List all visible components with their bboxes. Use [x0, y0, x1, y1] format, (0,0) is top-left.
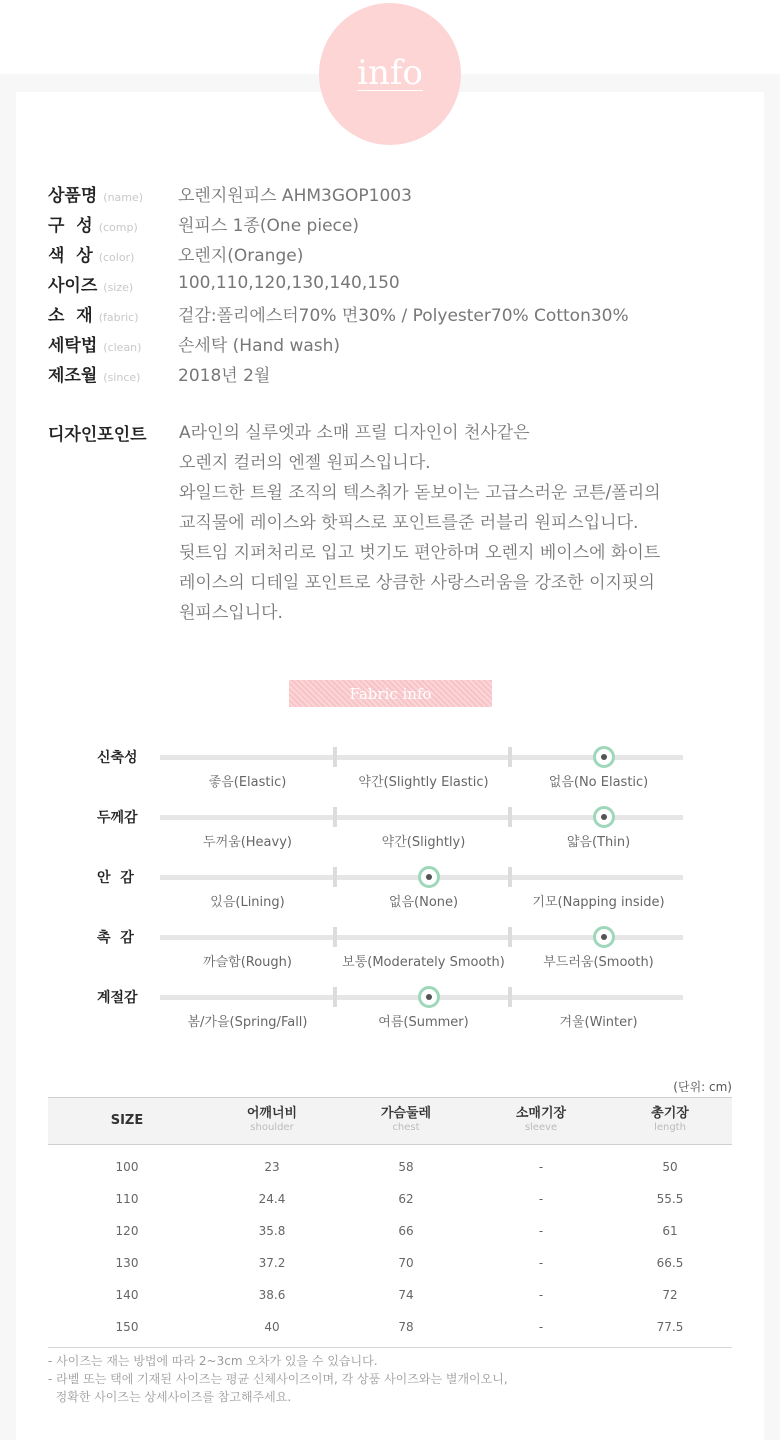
- table-row: [48, 1215, 732, 1247]
- shoulder-cell: 35.8: [258, 1224, 286, 1238]
- size-cell: 130: [115, 1256, 139, 1270]
- header-chest: 가슴둘레 chest: [338, 1098, 474, 1145]
- product-value: 오렌지(Orange): [178, 245, 304, 266]
- fabric-info-title: [289, 680, 492, 707]
- size-cell: 110: [115, 1192, 139, 1206]
- note-line: 정확한 사이즈는 상세사이즈를 참고해주세요.: [48, 1390, 292, 1404]
- design-point-line: 레이스의 디테일 포인트로 상큼한 사랑스러움을 강조한 이지핏의: [179, 573, 655, 593]
- scale-divider: [333, 927, 337, 947]
- sleeve-cell: -: [538, 1160, 544, 1174]
- size-unit: (단위: cm): [673, 1080, 732, 1094]
- shoulder-cell: 37.2: [258, 1256, 286, 1270]
- product-label: 구 성: [48, 215, 93, 236]
- shoulder-cell: 23: [264, 1160, 280, 1174]
- product-label-en: (since): [103, 370, 141, 384]
- sleeve-cell: -: [538, 1288, 544, 1302]
- table-row: [48, 1279, 732, 1311]
- chest-cell: 66: [398, 1224, 414, 1238]
- product-label-en: (name): [103, 190, 144, 204]
- table-row: [48, 1311, 732, 1348]
- product-label: 사이즈: [48, 275, 98, 296]
- product-label-en: (clean): [103, 340, 142, 354]
- scale-divider: [333, 807, 337, 827]
- scale-divider: [333, 867, 337, 887]
- product-value: 100,110,120,130,140,150: [178, 273, 400, 293]
- product-label-en: (color): [98, 250, 135, 264]
- design-point-line: 와일드한 트윌 조직의 텍스춰가 돋보이는 고급스러운 코튼/폴리의: [179, 483, 661, 503]
- product-label: 세탁법: [48, 335, 98, 356]
- fabric-row: [0, 750, 780, 797]
- product-value: 2018년 2월: [178, 365, 271, 386]
- design-point-line: 오렌지 컬러의 엔젤 원피스입니다.: [179, 453, 431, 473]
- product-label: 상품명: [48, 185, 98, 206]
- fabric-option: 까슬함(Rough): [203, 955, 292, 970]
- product-label-en: (comp): [98, 220, 138, 234]
- design-point-label: 디자인포인트: [48, 425, 147, 445]
- selected-marker: [593, 806, 615, 828]
- sleeve-cell: -: [538, 1224, 544, 1238]
- table-row: [48, 1145, 732, 1184]
- sleeve-cell: -: [538, 1256, 544, 1270]
- fabric-option: 겨울(Winter): [559, 1015, 638, 1030]
- length-cell: 66.5: [656, 1256, 684, 1270]
- fabric-row-label: 계절감: [97, 990, 138, 1006]
- fabric-option: 보통(Moderately Smooth): [342, 955, 505, 970]
- scale-divider: [508, 807, 512, 827]
- header-length: 총기장 length: [608, 1098, 732, 1145]
- selected-marker: [418, 986, 440, 1008]
- fabric-row-label: 두께감: [97, 810, 138, 826]
- fabric-option: 없음(None): [388, 895, 459, 910]
- size-cell: 100: [115, 1160, 139, 1174]
- length-cell: 55.5: [656, 1192, 684, 1206]
- size-table-header: [48, 1098, 732, 1145]
- chest-cell: 74: [398, 1288, 414, 1302]
- product-label-en: (fabric): [98, 310, 139, 324]
- note-line: - 라벨 또는 택에 기재된 사이즈는 평균 신체사이즈이며, 각 상품 사이즈와는 별개이오니,: [48, 1372, 508, 1386]
- product-row-clean: [48, 328, 629, 358]
- fabric-option: 좋음(Elastic): [208, 775, 287, 790]
- sleeve-cell: -: [474, 1311, 608, 1348]
- fabric-row: [0, 870, 780, 917]
- product-value: 오렌지원피스 AHM3GOP1003: [178, 185, 412, 206]
- header-sleeve: 소매기장 sleeve: [474, 1098, 608, 1145]
- product-label: 제조월: [48, 365, 98, 386]
- shoulder-cell: 24.4: [258, 1192, 286, 1206]
- scale-divider: [333, 747, 337, 767]
- product-label: 색 상: [48, 245, 93, 266]
- product-value: 원피스 1종(One piece): [178, 215, 359, 236]
- product-value: 겉감:폴리에스터70% 면30% / Polyester70% Cotton30%: [178, 305, 629, 326]
- fabric-option: 약간(Slightly): [381, 835, 466, 850]
- fabric-row: [0, 990, 780, 1037]
- length-cell: 77.5: [608, 1311, 732, 1348]
- size-table: [48, 1097, 732, 1348]
- length-cell: 72: [662, 1288, 678, 1302]
- chest-cell: 62: [398, 1192, 414, 1206]
- scale-divider: [508, 747, 512, 767]
- fabric-row: [0, 930, 780, 977]
- scale-divider: [333, 987, 337, 1007]
- fabric-row: [0, 810, 780, 857]
- size-notes: [48, 1352, 508, 1406]
- table-row: [48, 1183, 732, 1215]
- design-point-text: [179, 418, 661, 628]
- table-row: [48, 1247, 732, 1279]
- selected-marker: [418, 866, 440, 888]
- size-cell: 120: [115, 1224, 139, 1238]
- scale-divider: [508, 867, 512, 887]
- fabric-option: 약간(Slightly Elastic): [358, 775, 489, 790]
- design-point-line: 원피스입니다.: [179, 603, 283, 623]
- chest-cell: 58: [398, 1160, 414, 1174]
- design-point-line: A라인의 실루엣과 소매 프릴 디자인이 천사같은: [179, 423, 530, 443]
- product-row-since: [48, 358, 629, 388]
- length-cell: 50: [662, 1160, 678, 1174]
- product-label-en: (size): [103, 280, 134, 294]
- fabric-option: 두꺼움(Heavy): [203, 835, 292, 850]
- note-line: - 사이즈는 재는 방법에 따라 2~3cm 오차가 있을 수 있습니다.: [48, 1354, 378, 1368]
- info-badge-label: info: [357, 53, 423, 93]
- size-cell: 150: [48, 1311, 206, 1348]
- design-point-line: 교직물에 레이스와 핫픽스로 포인트를준 러블리 원피스입니다.: [179, 513, 639, 533]
- fabric-option: 부드러움(Smooth): [543, 955, 654, 970]
- fabric-option: 기모(Napping inside): [532, 895, 665, 910]
- scale-divider: [508, 987, 512, 1007]
- product-label: 소 재: [48, 305, 93, 326]
- chest-cell: 70: [398, 1256, 414, 1270]
- scale-divider: [508, 927, 512, 947]
- header-shoulder: 어깨너비 shoulder: [206, 1098, 338, 1145]
- length-cell: 61: [662, 1224, 678, 1238]
- header-size: SIZE: [48, 1098, 206, 1145]
- sleeve-cell: -: [538, 1192, 544, 1206]
- product-row-comp: [48, 208, 629, 238]
- fabric-row-label: 촉 감: [97, 930, 134, 946]
- fabric-option: 있음(Lining): [210, 895, 285, 910]
- selected-marker: [593, 926, 615, 948]
- info-badge: [319, 3, 461, 145]
- size-cell: 140: [115, 1288, 139, 1302]
- shoulder-cell: 40: [206, 1311, 338, 1348]
- product-row-fabric: [48, 298, 629, 328]
- product-info: [48, 178, 629, 388]
- selected-marker: [593, 746, 615, 768]
- design-point-line: 뒷트임 지퍼처리로 입고 벗기도 편안하며 오렌지 베이스에 화이트: [179, 543, 661, 563]
- fabric-option: 없음(No Elastic): [548, 775, 649, 790]
- product-value: 손세탁 (Hand wash): [178, 335, 341, 356]
- fabric-row-label: 안 감: [97, 870, 134, 886]
- fabric-option: 여름(Summer): [378, 1015, 469, 1030]
- fabric-row-label: 신축성: [97, 750, 138, 766]
- product-row-size: [48, 268, 629, 298]
- fabric-option: 얇음(Thin): [566, 835, 631, 850]
- product-row-color: [48, 238, 629, 268]
- shoulder-cell: 38.6: [258, 1288, 286, 1302]
- fabric-info-title-text: Fabric info: [349, 684, 432, 703]
- chest-cell: 78: [338, 1311, 474, 1348]
- product-row-name: [48, 178, 629, 208]
- fabric-option: 봄/가을(Spring/Fall): [187, 1015, 308, 1030]
